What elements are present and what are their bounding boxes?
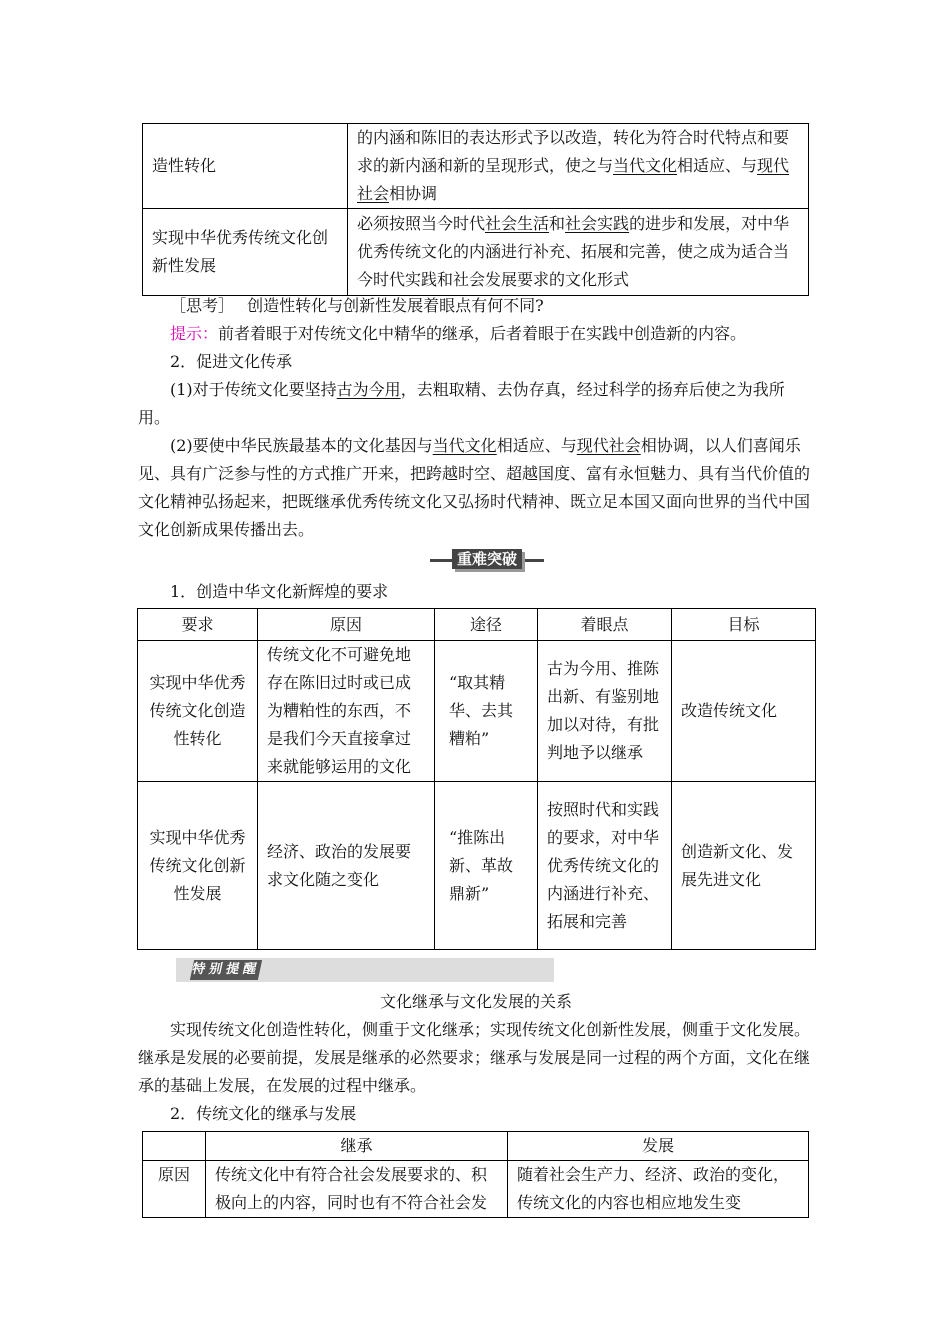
row-name: 实现中华优秀传统文化创新性发展 <box>143 209 348 296</box>
column-header <box>143 1132 206 1161</box>
hint-line <box>170 320 820 348</box>
special-body: 实现传统文化创造性转化，侧重于文化继承；实现传统文化创新性发展，侧重于文化发展。继承是发展的必要前提，发展是继承的必然要求；继承与发展是同一过程的两个方面，文化在继承的基础上发展，在发展的过程中继承。 <box>138 1020 811 1095</box>
table-row <box>138 641 816 782</box>
table-cell: 实现中华优秀传统文化创造性转化 <box>138 641 258 782</box>
column-header: 着眼点 <box>538 609 672 641</box>
section-heading: 2．传统文化的继承与发展 <box>170 1104 357 1123</box>
para-text: (2)要使中华民族最基本的文化基因与 <box>170 436 433 455</box>
row-desc <box>348 209 809 296</box>
desc-text: 必须按照当今时代 <box>357 214 486 233</box>
column-header: 目标 <box>672 609 816 641</box>
think-question: 创造性转化与创新性发展着眼点有何不同? <box>247 296 544 315</box>
underlined-term: 古为今用 <box>336 380 401 399</box>
desc-text: 和 <box>549 214 566 233</box>
table-cell: 实现中华优秀传统文化创新性发展 <box>138 782 258 950</box>
column-header: 途径 <box>435 609 538 641</box>
column-header: 继承 <box>206 1132 508 1161</box>
special-reminder-bar <box>176 958 554 982</box>
paragraph <box>138 432 814 544</box>
row-name: 造性转化 <box>143 124 348 209</box>
section-heading: 2．促进文化传承 <box>170 352 293 371</box>
column-header: 要求 <box>138 609 258 641</box>
table-cell: “推陈出新、革故鼎新” <box>435 782 538 950</box>
banner-label: 重难突破 <box>452 549 522 569</box>
table-cell: 传统文化中有符合社会发展要求的、积极向上的内容，同时也有不符合社会发 <box>206 1161 508 1218</box>
table-cell: 改造传统文化 <box>672 641 816 782</box>
underlined-term: 社会生活 <box>485 214 550 233</box>
underlined-term: 当代文化 <box>432 436 497 455</box>
para-text: (1)对于传统文化要坚持 <box>170 380 337 399</box>
inheritance-table <box>142 1131 809 1218</box>
table-cell: 随着社会生产力、经济、政治的变化，传统文化的内容也相应地发生变 <box>508 1161 809 1218</box>
table-cell: 古为今用、推陈出新、有鉴别地加以对待，有批判地予以继承 <box>538 641 672 782</box>
desc-text: 相适应、与 <box>677 156 758 175</box>
row-desc <box>348 124 809 209</box>
column-header: 发展 <box>508 1132 809 1161</box>
column-header: 原因 <box>258 609 435 641</box>
table-cell: 按照时代和实践的要求，对中华优秀传统文化的内涵进行补充、拓展和完善 <box>538 782 672 950</box>
underlined-term: 社会实践 <box>565 214 630 233</box>
think-label: ［思考］ <box>170 296 235 315</box>
table-row <box>138 782 816 950</box>
think-line <box>170 292 820 320</box>
hint-label: 提示： <box>170 324 219 343</box>
section-banner <box>430 547 544 573</box>
requirements-table <box>137 608 816 950</box>
para-text: ，去粗取精、去伪存真，经过科学的扬弃后使之为我所用。 <box>138 380 785 427</box>
desc-text: 的进步和发展，对中华优秀传统文化的内涵进行补充、拓展和完善，使之成为适合当今时代实践和社会发展要求的文化形式 <box>357 214 790 289</box>
table-header-row <box>138 609 816 641</box>
desc-text: 的内涵和陈旧的表达形式予以改造，转化为符合时代特点和要求的新内涵和新的呈现形式，使之与 <box>357 128 790 175</box>
para-text: 相适应、与 <box>496 436 577 455</box>
underlined-term: 现代社会 <box>576 436 641 455</box>
top-table <box>142 123 809 296</box>
table-cell: 传统文化不可避免地存在陈旧过时或已成为糟粕性的东西，不是我们今天直接拿过来就能够运用的文化 <box>258 641 435 782</box>
underlined-term: 当代文化 <box>613 156 678 175</box>
hint-text: 前者着眼于对传统文化中精华的继承，后者着眼于在实践中创造新的内容。 <box>218 324 747 343</box>
special-reminder-tag: 特别提醒 <box>190 960 262 980</box>
desc-text: 相协调 <box>389 184 438 203</box>
table-row <box>143 209 809 296</box>
row-label: 原因 <box>143 1161 206 1218</box>
section-heading: 1．创造中华文化新辉煌的要求 <box>170 582 389 601</box>
table-cell: 经济、政治的发展要求文化随之变化 <box>258 782 435 950</box>
underlined-term: 现代社会 <box>357 156 790 203</box>
table-header-row <box>143 1132 809 1161</box>
special-title: 文化继承与文化发展的关系 <box>379 992 572 1011</box>
para-text: 相协调，以人们喜闻乐见、具有广泛参与性的方式推广开来，把跨越时空、超越国度、富有永恒魅力、具有当代价值的文化精神弘扬起来，把既继承优秀传统文化又弘扬时代精神、既立足本国又面向世界的当代中国文化创新成果传播出去。 <box>138 436 811 539</box>
paragraph <box>138 376 814 432</box>
table-row <box>143 1161 809 1218</box>
table-cell: “取其精华、去其糟粕” <box>435 641 538 782</box>
table-cell: 创造新文化、发展先进文化 <box>672 782 816 950</box>
table-row <box>143 124 809 209</box>
